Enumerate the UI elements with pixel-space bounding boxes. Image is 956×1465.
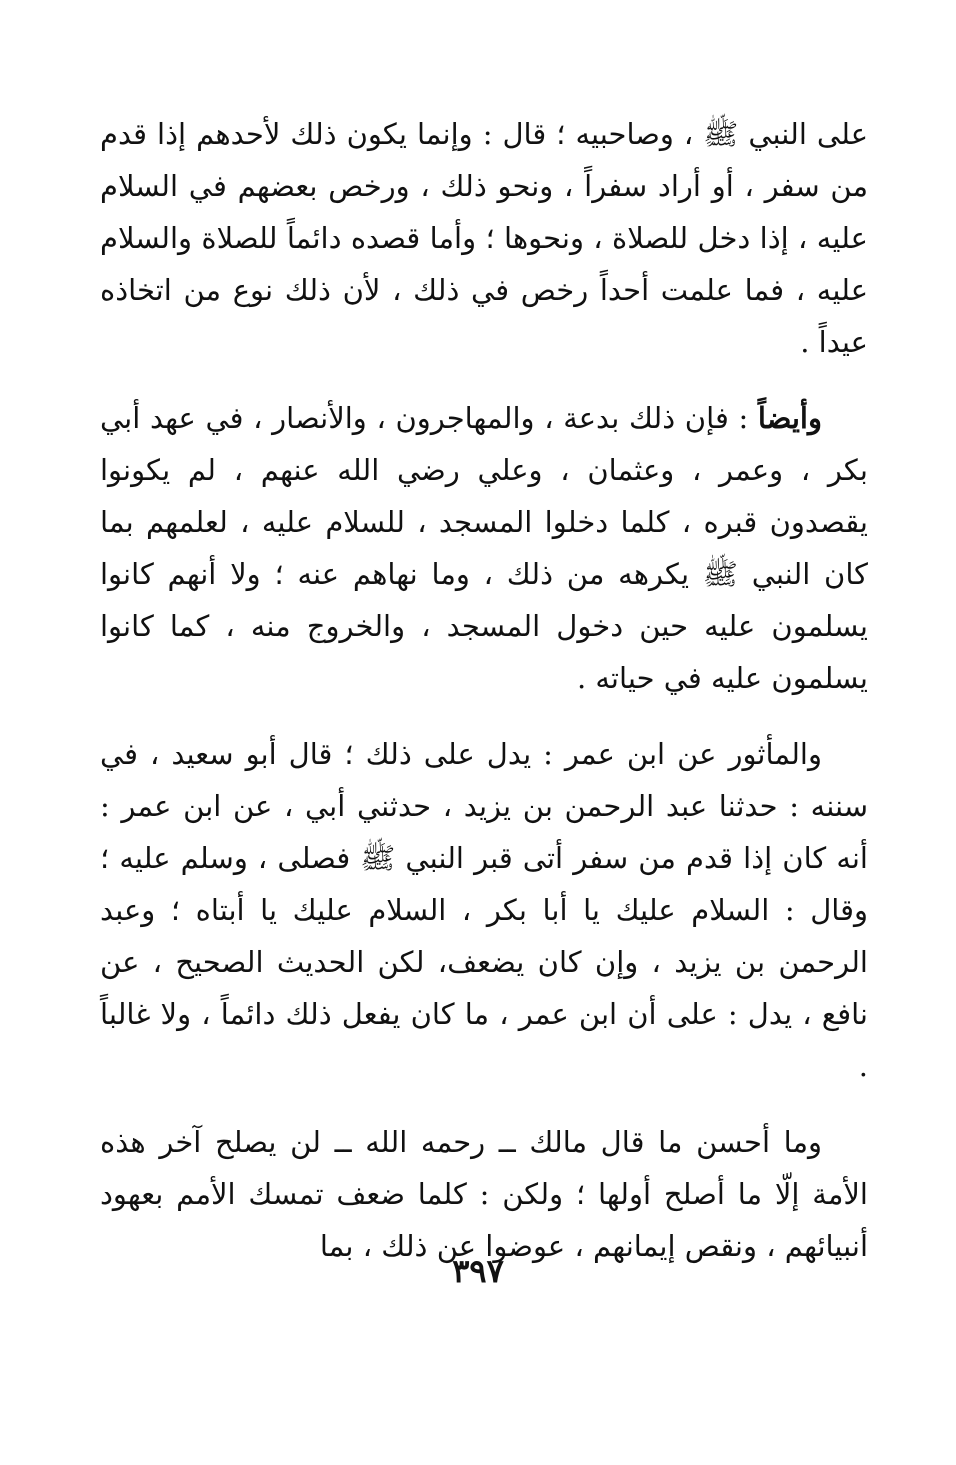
page-body (100, 108, 868, 1272)
page-number: ٣٩٧ (452, 1252, 504, 1290)
paragraph-1 (100, 108, 868, 368)
paragraph-2 (100, 392, 868, 704)
paragraph-1-text: على النبي ﷺ ، وصاحبيه ؛ قال : وإنما يكون ذلك لأحدهم إذا قدم من سفر ، أو أراد سفراً ، ونحو ذلك ، ورخص بعضهم في السلام عليه ، إذا دخل للصلاة ، ونحوها ؛ وأما قصده دائماً للصلاة والسلام عليه ، فما علمت أحداً رخص في ذلك ، لأن ذلك نوع من اتخاذه عيداً . (100, 117, 868, 359)
paragraph-4 (100, 1116, 868, 1272)
paragraph-2-text: : فإن ذلك بدعة ، والمهاجرون ، والأنصار ، في عهد أبي بكر ، وعمر ، وعثمان ، وعلي رضي الله عنهم ، لم يكونوا يقصدون قبره ، كلما دخلوا المسجد ، للسلام عليه ، لعلمهم بما كان النبي ﷺ يكرهه من ذلك ، وما نهاهم عنه ؛ ولا أنهم كانوا يسلمون عليه حين دخول المسجد ، والخروج منه ، كما كانوا يسلمون عليه في حياته . (100, 401, 868, 695)
paragraph-3-text: والمأثور عن ابن عمر : يدل على ذلك ؛ قال أبو سعيد ، في سننه : حدثنا عبد الرحمن بن يزيد ، حدثني أبي ، عن ابن عمر : أنه كان إذا قدم من سفر أتى قبر النبي ﷺ فصلى ، وسلم عليه ؛ وقال : السلام عليك يا أبا بكر ، السلام عليك يا أبتاه ؛ وعبد الرحمن بن يزيد ، وإن كان يضعف، لكن الحديث الصحيح ، عن نافع ، يدل : على أن ابن عمر ، ما كان يفعل ذلك دائماً ، ولا غالباً . (100, 737, 868, 1083)
paragraph-3 (100, 728, 868, 1092)
paragraph-2-lead-word: وأيضاً (757, 401, 822, 435)
paragraph-4-text: وما أحسن ما قال مالك ــ رحمه الله ــ لن يصلح آخر هذه الأمة إلّا ما أصلح أولها ؛ ولكن : كلما ضعف تمسك الأمم بعهود أنبيائهم ، ونقص إيمانهم ، عوضوا عن ذلك ، بما (100, 1125, 868, 1263)
